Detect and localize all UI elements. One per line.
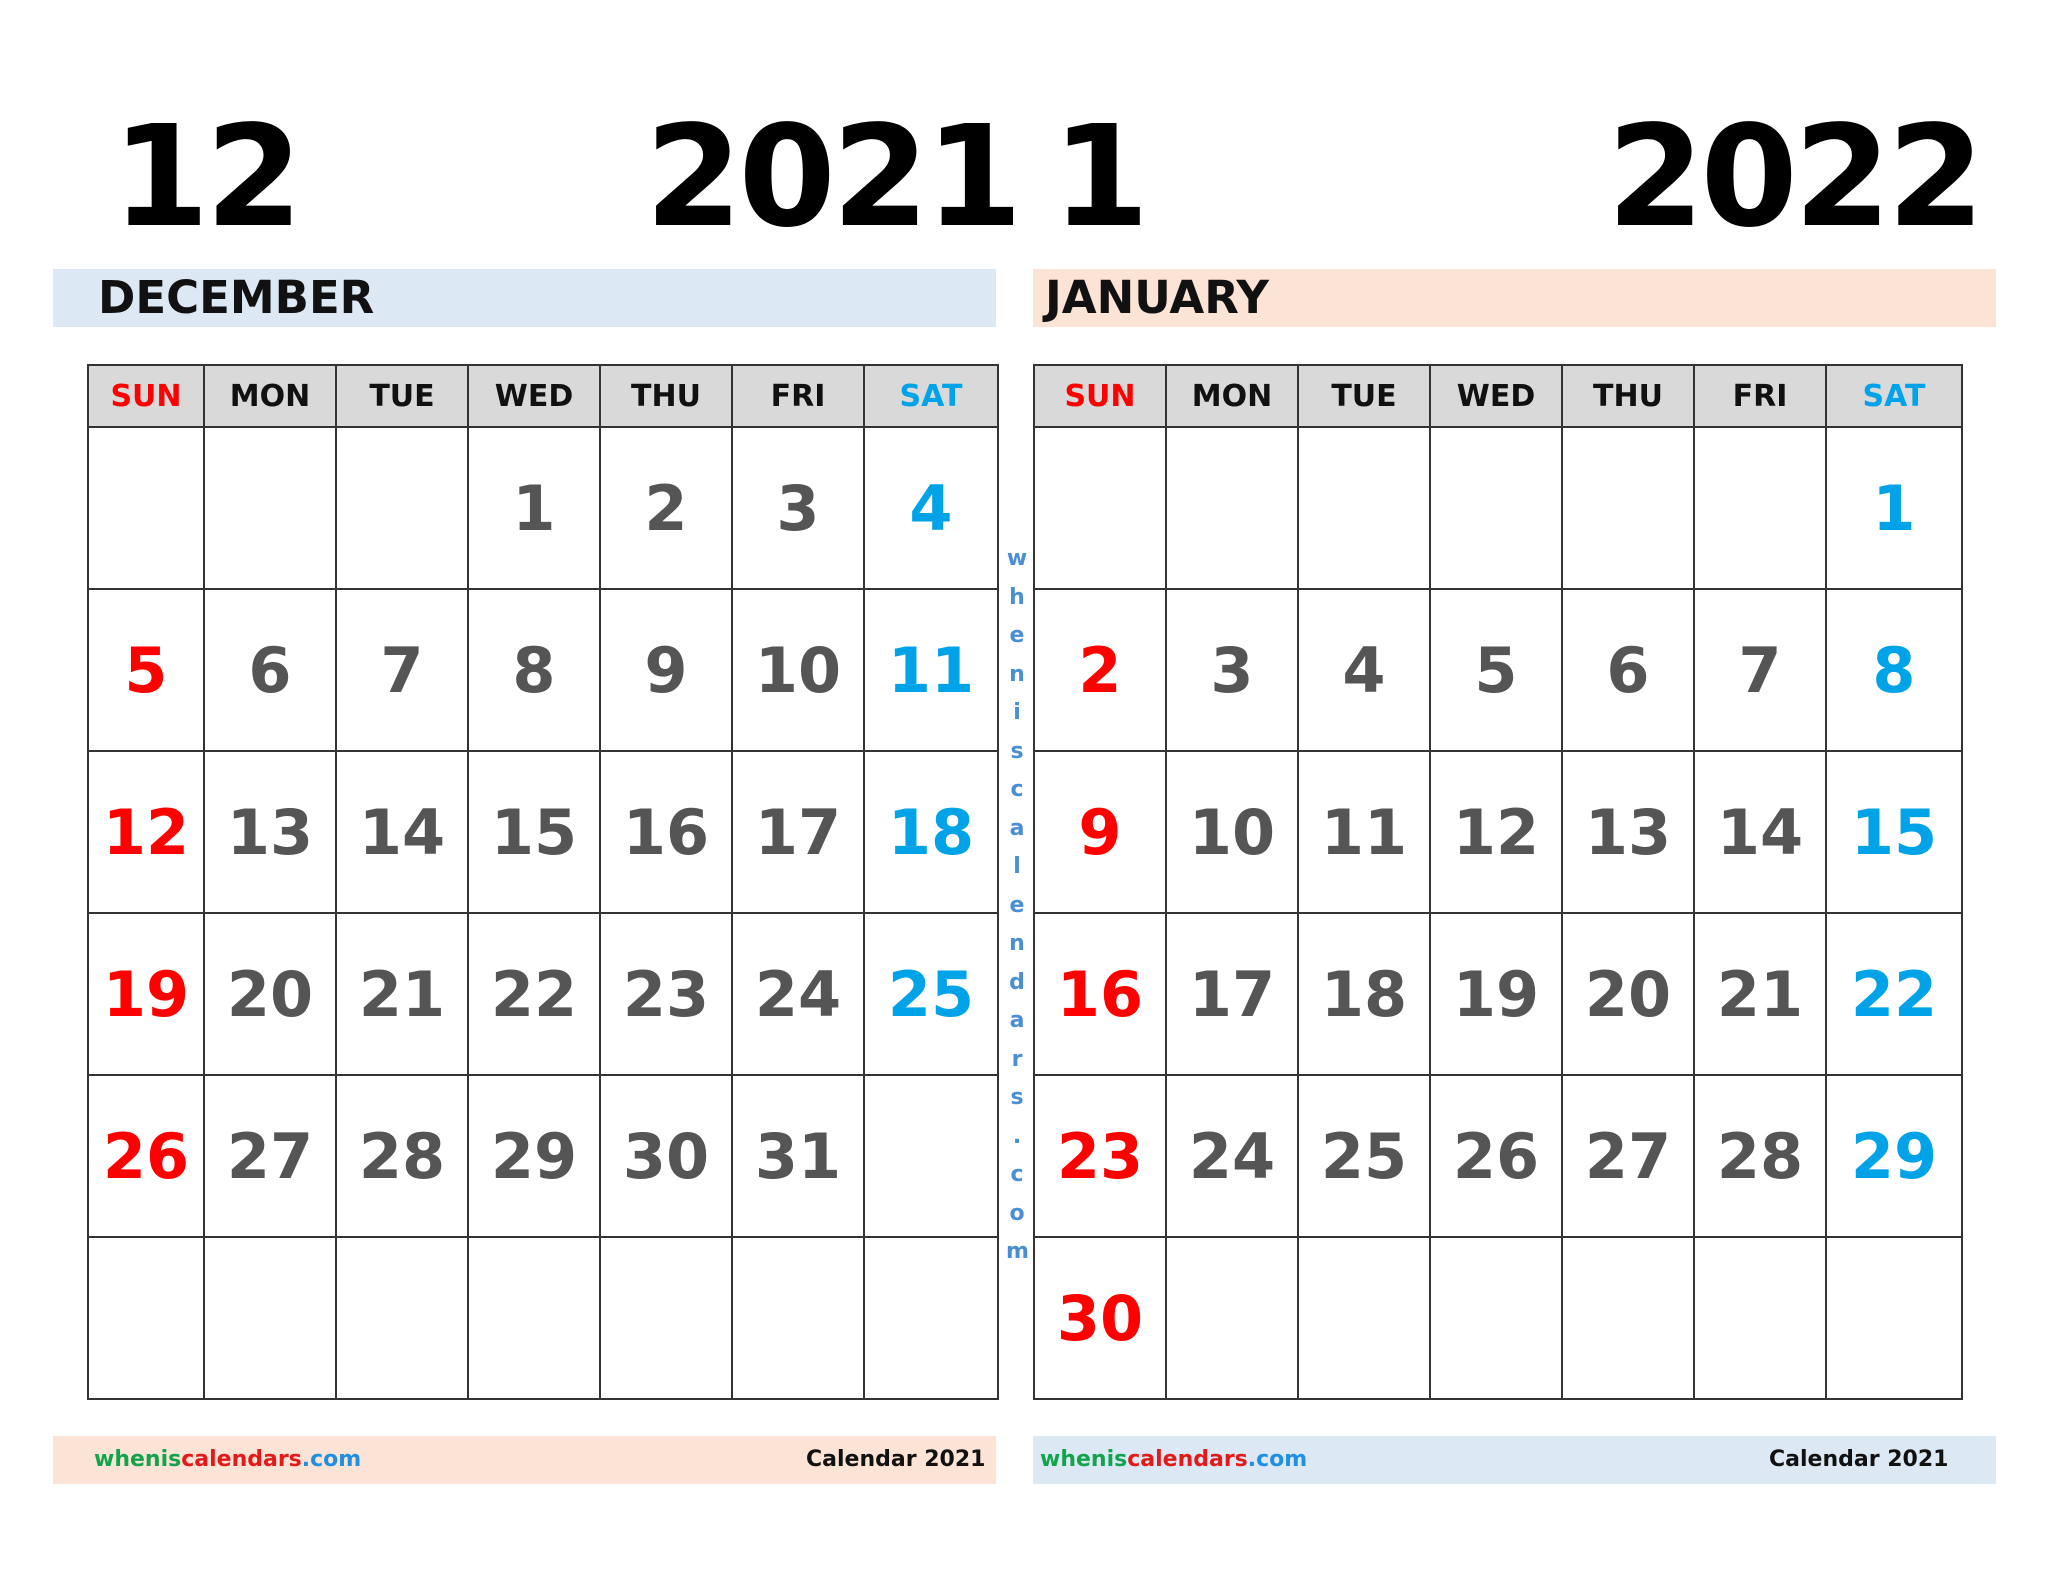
january-day-number: 22 xyxy=(1850,958,1938,1031)
january-day-cell xyxy=(1562,589,1694,751)
january-week-row xyxy=(1034,751,1962,913)
december-day-cell xyxy=(468,589,600,751)
january-day-number: 24 xyxy=(1188,1120,1276,1193)
january-day-cell xyxy=(1298,1075,1430,1237)
site-text-part-1: whenis xyxy=(1040,1447,1128,1472)
january-day-cell xyxy=(1166,589,1298,751)
december-day-cell xyxy=(336,1075,468,1237)
december-day-number: 24 xyxy=(754,958,842,1031)
december-day-cell xyxy=(468,427,600,589)
december-day-number: 25 xyxy=(887,958,975,1031)
december-day-number: 12 xyxy=(102,796,190,869)
december-day-cell xyxy=(204,1237,336,1399)
december-day-number: 8 xyxy=(512,634,556,707)
december-day-cell xyxy=(732,913,864,1075)
december-week-row xyxy=(88,589,998,751)
december-footer-label: Calendar 2021 xyxy=(806,1447,986,1472)
january-day-number: 3 xyxy=(1210,634,1254,707)
december-day-number: 28 xyxy=(358,1120,446,1193)
december-day-number: 26 xyxy=(102,1120,190,1193)
december-day-cell xyxy=(600,913,732,1075)
january-day-cell xyxy=(1298,913,1430,1075)
january-day-cell xyxy=(1826,589,1962,751)
december-day-number: 16 xyxy=(622,796,710,869)
december-day-cell xyxy=(88,427,204,589)
december-day-number: 1 xyxy=(512,472,556,545)
december-week-row xyxy=(88,751,998,913)
january-day-cell xyxy=(1826,913,1962,1075)
january-day-cell xyxy=(1694,1237,1826,1399)
january-day-cell xyxy=(1826,427,1962,589)
january-day-cell xyxy=(1034,751,1166,913)
december-day-number: 19 xyxy=(102,958,190,1031)
december-day-cell xyxy=(468,1075,600,1237)
site-text-part-3: .com xyxy=(301,1447,362,1472)
january-weekday-thu: THU xyxy=(1562,365,1694,427)
january-day-cell xyxy=(1826,751,1962,913)
january-day-number: 13 xyxy=(1584,796,1672,869)
december-day-cell xyxy=(732,427,864,589)
january-day-cell xyxy=(1562,913,1694,1075)
december-day-cell xyxy=(204,913,336,1075)
december-day-cell xyxy=(468,751,600,913)
december-weekday-thu: THU xyxy=(600,365,732,427)
january-weekday-tue: TUE xyxy=(1298,365,1430,427)
january-day-cell xyxy=(1166,1075,1298,1237)
december-day-number: 29 xyxy=(490,1120,578,1193)
january-day-cell xyxy=(1562,1237,1694,1399)
december-day-cell xyxy=(336,913,468,1075)
january-day-cell xyxy=(1034,913,1166,1075)
january-week-row xyxy=(1034,913,1962,1075)
january-footer-site-link[interactable] xyxy=(1040,1446,1307,1474)
watermark-letter: o xyxy=(1009,1200,1025,1226)
january-weekday-wed: WED xyxy=(1430,365,1562,427)
january-day-number: 29 xyxy=(1850,1120,1938,1193)
watermark-letter: a xyxy=(1009,815,1025,841)
december-day-cell xyxy=(864,589,998,751)
december-day-number: 5 xyxy=(124,634,168,707)
december-week-row xyxy=(88,913,998,1075)
watermark-letter: w xyxy=(1006,546,1028,571)
january-day-number: 14 xyxy=(1716,796,1804,869)
january-day-number: 6 xyxy=(1606,634,1650,707)
watermark-letter: c xyxy=(1010,1162,1024,1187)
watermark-letter: r xyxy=(1011,1046,1023,1072)
december-day-cell xyxy=(88,1237,204,1399)
january-day-number: 9 xyxy=(1078,796,1122,869)
january-day-number: 23 xyxy=(1056,1120,1144,1193)
watermark-letter: n xyxy=(1009,931,1025,956)
january-day-number: 12 xyxy=(1452,796,1540,869)
december-day-number: 27 xyxy=(226,1120,314,1193)
watermark-letter: a xyxy=(1009,1008,1025,1033)
january-day-cell xyxy=(1430,1237,1562,1399)
january-year: 2022 xyxy=(1607,96,1981,259)
december-day-cell xyxy=(468,1237,600,1399)
site-text-part-1: whenis xyxy=(94,1447,182,1472)
january-day-number: 26 xyxy=(1452,1120,1540,1193)
december-day-cell xyxy=(600,589,732,751)
december-day-number: 31 xyxy=(754,1120,842,1193)
december-day-cell xyxy=(600,427,732,589)
january-day-cell xyxy=(1298,427,1430,589)
january-day-number: 16 xyxy=(1056,958,1144,1031)
january-day-cell xyxy=(1694,589,1826,751)
january-day-cell xyxy=(1562,751,1694,913)
december-year: 2021 xyxy=(645,96,1019,259)
watermark-letter: h xyxy=(1009,584,1025,610)
december-weekday-fri: FRI xyxy=(732,365,864,427)
december-day-cell xyxy=(732,1075,864,1237)
january-day-cell xyxy=(1298,589,1430,751)
december-day-cell xyxy=(864,751,998,913)
january-day-number: 17 xyxy=(1188,958,1276,1031)
january-week-row xyxy=(1034,589,1962,751)
january-day-cell xyxy=(1562,1075,1694,1237)
december-month-name: DECEMBER xyxy=(98,271,375,324)
january-day-number: 7 xyxy=(1738,634,1782,707)
december-day-number: 2 xyxy=(644,472,688,545)
december-day-number: 4 xyxy=(909,472,953,545)
december-day-number: 17 xyxy=(754,796,842,869)
december-day-cell xyxy=(600,1075,732,1237)
site-text-part-3: .com xyxy=(1247,1447,1308,1472)
december-weekday-tue: TUE xyxy=(336,365,468,427)
january-day-number: 8 xyxy=(1872,634,1916,707)
january-day-cell xyxy=(1166,751,1298,913)
watermark-letter: n xyxy=(1009,661,1025,687)
december-day-cell xyxy=(864,1237,998,1399)
january-day-number: 10 xyxy=(1188,796,1276,869)
december-day-cell xyxy=(88,913,204,1075)
watermark-letter: e xyxy=(1009,892,1025,918)
january-day-number: 25 xyxy=(1320,1120,1408,1193)
december-day-cell xyxy=(204,427,336,589)
site-text-part-2: calendars xyxy=(1127,1447,1248,1472)
january-day-number: 19 xyxy=(1452,958,1540,1031)
december-day-number: 7 xyxy=(380,634,424,707)
watermark-letter: d xyxy=(1009,969,1025,995)
december-day-cell xyxy=(336,751,468,913)
january-day-cell xyxy=(1034,589,1166,751)
december-day-number: 21 xyxy=(358,958,446,1031)
december-day-number: 6 xyxy=(248,634,292,707)
january-day-cell xyxy=(1430,589,1562,751)
watermark-letter: e xyxy=(1009,623,1025,648)
watermark-letter: . xyxy=(1012,1123,1022,1149)
january-day-cell xyxy=(1298,1237,1430,1399)
january-day-number: 15 xyxy=(1850,796,1938,869)
december-day-cell xyxy=(864,427,998,589)
january-day-cell xyxy=(1430,751,1562,913)
december-day-cell xyxy=(864,1075,998,1237)
december-footer-site-link[interactable] xyxy=(94,1446,361,1474)
january-day-cell xyxy=(1694,913,1826,1075)
january-weekday-sun: SUN xyxy=(1034,365,1166,427)
december-day-cell xyxy=(336,589,468,751)
december-day-number: 15 xyxy=(490,796,578,869)
january-day-cell xyxy=(1694,751,1826,913)
december-day-cell xyxy=(600,751,732,913)
january-weekday-fri: FRI xyxy=(1694,365,1826,427)
january-day-number: 11 xyxy=(1320,796,1408,869)
january-week-row xyxy=(1034,1075,1962,1237)
january-day-cell xyxy=(1298,751,1430,913)
december-weekday-wed: WED xyxy=(468,365,600,427)
january-day-cell xyxy=(1166,1237,1298,1399)
december-day-number: 23 xyxy=(622,958,710,1031)
january-day-cell xyxy=(1166,913,1298,1075)
january-day-number: 28 xyxy=(1716,1120,1804,1193)
site-text-part-2: calendars xyxy=(181,1447,302,1472)
december-day-cell xyxy=(468,913,600,1075)
december-day-number: 10 xyxy=(754,634,842,707)
december-week-row xyxy=(88,1075,998,1237)
january-footer-label: Calendar 2021 xyxy=(1769,1447,1949,1472)
january-day-number: 30 xyxy=(1056,1282,1144,1355)
december-day-number: 22 xyxy=(490,958,578,1031)
december-day-cell xyxy=(336,427,468,589)
january-weekday-sat: SAT xyxy=(1826,365,1962,427)
december-day-number: 9 xyxy=(644,634,688,707)
watermark-letter: l xyxy=(1013,854,1021,879)
january-weekday-header-row xyxy=(1034,365,1962,427)
january-week-row xyxy=(1034,427,1962,589)
watermark-letter: m xyxy=(1006,1239,1029,1264)
january-day-cell xyxy=(1430,427,1562,589)
december-month-number: 12 xyxy=(112,96,299,259)
january-day-cell xyxy=(1034,427,1166,589)
january-day-cell xyxy=(1826,1237,1962,1399)
december-day-cell xyxy=(88,1075,204,1237)
december-day-cell xyxy=(336,1237,468,1399)
december-day-cell xyxy=(88,589,204,751)
vertical-watermark xyxy=(1006,540,1028,1272)
december-day-cell xyxy=(88,751,204,913)
watermark-letter: s xyxy=(1010,738,1024,764)
january-day-cell xyxy=(1166,427,1298,589)
december-week-row xyxy=(88,427,998,589)
january-day-number: 18 xyxy=(1320,958,1408,1031)
december-weekday-header-row xyxy=(88,365,998,427)
december-day-cell xyxy=(864,913,998,1075)
january-day-cell xyxy=(1430,913,1562,1075)
december-day-number: 18 xyxy=(887,796,975,869)
december-day-cell xyxy=(204,1075,336,1237)
december-day-number: 14 xyxy=(358,796,446,869)
january-day-number: 1 xyxy=(1872,472,1916,545)
january-day-number: 21 xyxy=(1716,958,1804,1031)
watermark-letter: i xyxy=(1013,700,1021,725)
january-day-cell xyxy=(1562,427,1694,589)
january-month-name: JANUARY xyxy=(1045,271,1269,324)
january-day-cell xyxy=(1694,427,1826,589)
january-day-number: 4 xyxy=(1342,634,1386,707)
january-day-number: 5 xyxy=(1474,634,1518,707)
december-day-cell xyxy=(732,751,864,913)
watermark-letter: s xyxy=(1010,1085,1024,1110)
january-day-cell xyxy=(1034,1237,1166,1399)
december-weekday-sun: SUN xyxy=(88,365,204,427)
watermark-letter: c xyxy=(1010,777,1024,802)
january-calendar-grid xyxy=(1033,364,1963,1400)
december-day-number: 11 xyxy=(887,634,975,707)
december-day-cell xyxy=(732,1237,864,1399)
january-day-number: 20 xyxy=(1584,958,1672,1031)
december-calendar-grid xyxy=(87,364,999,1400)
january-month-number: 1 xyxy=(1052,96,1146,259)
december-day-cell xyxy=(204,589,336,751)
december-day-cell xyxy=(600,1237,732,1399)
december-day-number: 30 xyxy=(622,1120,710,1193)
december-week-row xyxy=(88,1237,998,1399)
january-day-cell xyxy=(1826,1075,1962,1237)
december-weekday-sat: SAT xyxy=(864,365,998,427)
january-day-cell xyxy=(1694,1075,1826,1237)
january-day-number: 27 xyxy=(1584,1120,1672,1193)
january-weekday-mon: MON xyxy=(1166,365,1298,427)
december-day-number: 3 xyxy=(776,472,820,545)
december-day-cell xyxy=(204,751,336,913)
december-day-number: 20 xyxy=(226,958,314,1031)
december-day-cell xyxy=(732,589,864,751)
january-day-cell xyxy=(1430,1075,1562,1237)
december-day-number: 13 xyxy=(226,796,314,869)
january-day-cell xyxy=(1034,1075,1166,1237)
january-day-number: 2 xyxy=(1078,634,1122,707)
december-weekday-mon: MON xyxy=(204,365,336,427)
january-week-row xyxy=(1034,1237,1962,1399)
